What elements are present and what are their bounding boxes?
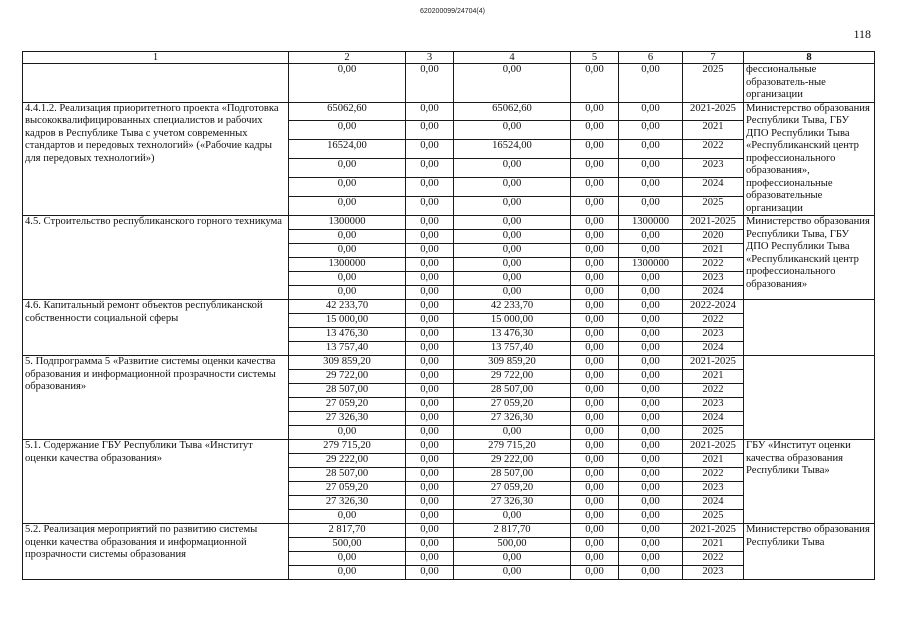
amount-cell: 0,00 xyxy=(406,286,454,300)
amount-cell: 0,00 xyxy=(571,328,619,342)
period-cell: 2023 xyxy=(683,482,744,496)
period-cell: 2021-2025 xyxy=(683,440,744,454)
amount-cell: 279 715,20 xyxy=(454,440,571,454)
period-cell: 2022 xyxy=(683,140,744,159)
responsible-executor: Министерство образования Республики Тыва, ГБУ ДПО Республики Тыва «Республиканский центр профессионального образования» xyxy=(744,216,875,300)
responsible-executor xyxy=(744,356,875,440)
column-header: 1 xyxy=(23,52,289,64)
amount-cell: 0,00 xyxy=(571,412,619,426)
amount-cell: 279 715,20 xyxy=(289,440,406,454)
amount-cell: 0,00 xyxy=(406,566,454,580)
amount-cell: 0,00 xyxy=(619,178,683,197)
amount-cell: 0,00 xyxy=(454,216,571,230)
responsible-executor: ГБУ «Институт оценки качества образования Республики Тыва» xyxy=(744,440,875,524)
period-cell: 2022 xyxy=(683,384,744,398)
amount-cell: 0,00 xyxy=(571,510,619,524)
amount-cell: 0,00 xyxy=(619,412,683,426)
period-cell: 2025 xyxy=(683,510,744,524)
table-row xyxy=(23,524,875,538)
amount-cell: 0,00 xyxy=(406,140,454,159)
amount-cell: 0,00 xyxy=(571,426,619,440)
column-header: 3 xyxy=(406,52,454,64)
amount-cell: 2 817,70 xyxy=(454,524,571,538)
amount-cell: 0,00 xyxy=(571,244,619,258)
period-cell: 2021-2025 xyxy=(683,102,744,121)
amount-cell: 0,00 xyxy=(406,300,454,314)
amount-cell: 27 326,30 xyxy=(289,496,406,510)
amount-cell: 0,00 xyxy=(571,272,619,286)
responsible-executor: Министерство образования Республики Тыва xyxy=(744,524,875,580)
amount-cell: 500,00 xyxy=(454,538,571,552)
amount-cell: 0,00 xyxy=(619,482,683,496)
amount-cell: 0,00 xyxy=(406,102,454,121)
amount-cell: 0,00 xyxy=(406,244,454,258)
amount-cell: 0,00 xyxy=(571,482,619,496)
period-cell: 2021-2025 xyxy=(683,524,744,538)
amount-cell: 0,00 xyxy=(406,426,454,440)
amount-cell: 0,00 xyxy=(454,286,571,300)
amount-cell: 28 507,00 xyxy=(454,468,571,482)
amount-cell: 0,00 xyxy=(406,159,454,178)
period-cell: 2025 xyxy=(683,197,744,216)
amount-cell: 0,00 xyxy=(406,314,454,328)
amount-cell: 0,00 xyxy=(454,159,571,178)
amount-cell: 0,00 xyxy=(289,510,406,524)
period-cell: 2023 xyxy=(683,272,744,286)
amount-cell: 0,00 xyxy=(571,356,619,370)
amount-cell: 0,00 xyxy=(619,328,683,342)
amount-cell: 0,00 xyxy=(406,524,454,538)
amount-cell: 0,00 xyxy=(571,286,619,300)
amount-cell: 0,00 xyxy=(454,244,571,258)
amount-cell: 0,00 xyxy=(571,566,619,580)
amount-cell: 0,00 xyxy=(571,552,619,566)
amount-cell: 42 233,70 xyxy=(289,300,406,314)
amount-cell: 0,00 xyxy=(619,140,683,159)
table-row xyxy=(23,300,875,314)
amount-cell: 0,00 xyxy=(571,121,619,140)
amount-cell: 0,00 xyxy=(571,64,619,103)
amount-cell: 42 233,70 xyxy=(454,300,571,314)
amount-cell: 0,00 xyxy=(619,356,683,370)
amount-cell: 13 476,30 xyxy=(289,328,406,342)
amount-cell: 0,00 xyxy=(406,552,454,566)
amount-cell: 29 222,00 xyxy=(454,454,571,468)
table-row xyxy=(23,356,875,370)
amount-cell: 0,00 xyxy=(619,496,683,510)
amount-cell: 29 222,00 xyxy=(289,454,406,468)
amount-cell: 0,00 xyxy=(619,426,683,440)
amount-cell: 0,00 xyxy=(619,538,683,552)
amount-cell: 27 059,20 xyxy=(454,398,571,412)
responsible-executor: фессиональные образователь-ные организации xyxy=(744,64,875,103)
amount-cell: 0,00 xyxy=(571,159,619,178)
amount-cell: 0,00 xyxy=(571,258,619,272)
amount-cell: 0,00 xyxy=(619,102,683,121)
amount-cell: 0,00 xyxy=(619,440,683,454)
amount-cell: 15 000,00 xyxy=(289,314,406,328)
activity-name: 4.6. Капитальный ремонт объектов республиканской собственности социальной сферы xyxy=(23,300,289,356)
amount-cell: 0,00 xyxy=(406,468,454,482)
amount-cell: 0,00 xyxy=(454,258,571,272)
period-cell: 2023 xyxy=(683,398,744,412)
amount-cell: 0,00 xyxy=(619,244,683,258)
amount-cell: 1300000 xyxy=(289,216,406,230)
period-cell: 2021 xyxy=(683,121,744,140)
period-cell: 2023 xyxy=(683,328,744,342)
amount-cell: 0,00 xyxy=(406,510,454,524)
amount-cell: 309 859,20 xyxy=(454,356,571,370)
amount-cell: 27 059,20 xyxy=(454,482,571,496)
period-cell: 2022 xyxy=(683,468,744,482)
amount-cell: 0,00 xyxy=(289,159,406,178)
amount-cell: 0,00 xyxy=(454,426,571,440)
amount-cell: 0,00 xyxy=(454,178,571,197)
amount-cell: 16524,00 xyxy=(289,140,406,159)
amount-cell: 0,00 xyxy=(289,64,406,103)
column-header: 4 xyxy=(454,52,571,64)
amount-cell: 0,00 xyxy=(571,314,619,328)
amount-cell: 65062,60 xyxy=(454,102,571,121)
amount-cell: 0,00 xyxy=(619,342,683,356)
amount-cell: 1300000 xyxy=(619,258,683,272)
activity-name: 4.4.1.2. Реализация приоритетного проекта «Подготовка высококвалифицированных специалистов и рабочих кадров в Республике Тыва с учетом современных стандартов и передовых технологий» («Рабочие кадры для передовых технологий») xyxy=(23,102,289,216)
activity-name: 5.1. Содержание ГБУ Республики Тыва «Институт оценки качества образования» xyxy=(23,440,289,524)
amount-cell: 27 326,30 xyxy=(454,496,571,510)
period-cell: 2022 xyxy=(683,314,744,328)
period-cell: 2024 xyxy=(683,342,744,356)
amount-cell: 0,00 xyxy=(406,121,454,140)
period-cell: 2022 xyxy=(683,552,744,566)
column-header-row xyxy=(23,52,875,64)
amount-cell: 0,00 xyxy=(571,496,619,510)
amount-cell: 0,00 xyxy=(289,244,406,258)
period-cell: 2021 xyxy=(683,370,744,384)
amount-cell: 0,00 xyxy=(406,412,454,426)
amount-cell: 0,00 xyxy=(454,64,571,103)
document-id: 620200099/24704(4) xyxy=(419,8,485,15)
amount-cell: 65062,60 xyxy=(289,102,406,121)
table-body xyxy=(23,52,875,580)
amount-cell: 0,00 xyxy=(619,398,683,412)
period-cell: 2023 xyxy=(683,159,744,178)
amount-cell: 0,00 xyxy=(454,121,571,140)
amount-cell: 500,00 xyxy=(289,538,406,552)
amount-cell: 0,00 xyxy=(571,216,619,230)
period-cell: 2024 xyxy=(683,286,744,300)
amount-cell: 0,00 xyxy=(289,121,406,140)
amount-cell: 0,00 xyxy=(454,566,571,580)
period-cell: 2024 xyxy=(683,496,744,510)
amount-cell: 29 722,00 xyxy=(289,370,406,384)
column-header: 6 xyxy=(619,52,683,64)
amount-cell: 28 507,00 xyxy=(289,468,406,482)
amount-cell: 0,00 xyxy=(619,314,683,328)
amount-cell: 0,00 xyxy=(406,370,454,384)
responsible-executor xyxy=(744,300,875,356)
amount-cell: 1300000 xyxy=(289,258,406,272)
amount-cell: 0,00 xyxy=(406,398,454,412)
period-cell: 2024 xyxy=(683,178,744,197)
amount-cell: 0,00 xyxy=(406,342,454,356)
amount-cell: 0,00 xyxy=(406,258,454,272)
amount-cell: 0,00 xyxy=(571,538,619,552)
amount-cell: 0,00 xyxy=(619,230,683,244)
period-cell: 2022-2024 xyxy=(683,300,744,314)
amount-cell: 0,00 xyxy=(619,552,683,566)
table-row xyxy=(23,102,875,121)
period-cell: 2025 xyxy=(683,426,744,440)
amount-cell: 27 326,30 xyxy=(454,412,571,426)
activity-name: 5. Подпрограмма 5 «Развитие системы оценки качества образования и информационной прозрачности системы образования» xyxy=(23,356,289,440)
amount-cell: 13 476,30 xyxy=(454,328,571,342)
amount-cell: 0,00 xyxy=(619,510,683,524)
activity-name xyxy=(23,64,289,103)
page-number: 118 xyxy=(853,27,871,41)
amount-cell: 0,00 xyxy=(571,197,619,216)
amount-cell: 0,00 xyxy=(454,552,571,566)
amount-cell: 0,00 xyxy=(406,538,454,552)
amount-cell: 0,00 xyxy=(571,398,619,412)
amount-cell: 0,00 xyxy=(289,197,406,216)
column-header: 8 xyxy=(744,52,875,64)
amount-cell: 15 000,00 xyxy=(454,314,571,328)
amount-cell: 0,00 xyxy=(289,566,406,580)
amount-cell: 0,00 xyxy=(571,300,619,314)
amount-cell: 0,00 xyxy=(406,440,454,454)
amount-cell: 0,00 xyxy=(619,121,683,140)
amount-cell: 1300000 xyxy=(619,216,683,230)
table-row xyxy=(23,64,875,103)
amount-cell: 27 059,20 xyxy=(289,398,406,412)
amount-cell: 0,00 xyxy=(406,272,454,286)
amount-cell: 0,00 xyxy=(571,140,619,159)
amount-cell: 0,00 xyxy=(571,468,619,482)
amount-cell: 0,00 xyxy=(454,230,571,244)
amount-cell: 16524,00 xyxy=(454,140,571,159)
amount-cell: 2 817,70 xyxy=(289,524,406,538)
period-cell: 2024 xyxy=(683,412,744,426)
amount-cell: 28 507,00 xyxy=(289,384,406,398)
amount-cell: 0,00 xyxy=(619,197,683,216)
column-header: 5 xyxy=(571,52,619,64)
amount-cell: 27 059,20 xyxy=(289,482,406,496)
amount-cell: 0,00 xyxy=(571,178,619,197)
program-financing-table xyxy=(22,51,875,580)
activity-name: 4.5. Строительство республиканского горного техникума xyxy=(23,216,289,300)
amount-cell: 29 722,00 xyxy=(454,370,571,384)
amount-cell: 28 507,00 xyxy=(454,384,571,398)
amount-cell: 0,00 xyxy=(289,230,406,244)
amount-cell: 0,00 xyxy=(571,230,619,244)
amount-cell: 0,00 xyxy=(406,216,454,230)
period-cell: 2021 xyxy=(683,538,744,552)
amount-cell: 0,00 xyxy=(406,328,454,342)
amount-cell: 0,00 xyxy=(619,384,683,398)
column-header: 7 xyxy=(683,52,744,64)
amount-cell: 0,00 xyxy=(406,384,454,398)
amount-cell: 0,00 xyxy=(571,524,619,538)
amount-cell: 0,00 xyxy=(619,159,683,178)
amount-cell: 0,00 xyxy=(406,64,454,103)
amount-cell: 0,00 xyxy=(454,272,571,286)
amount-cell: 0,00 xyxy=(289,552,406,566)
amount-cell: 0,00 xyxy=(619,272,683,286)
amount-cell: 0,00 xyxy=(571,342,619,356)
amount-cell: 0,00 xyxy=(406,178,454,197)
period-cell: 2021-2025 xyxy=(683,216,744,230)
amount-cell: 13 757,40 xyxy=(289,342,406,356)
period-cell: 2021-2025 xyxy=(683,356,744,370)
amount-cell: 0,00 xyxy=(406,197,454,216)
amount-cell: 0,00 xyxy=(571,102,619,121)
amount-cell: 0,00 xyxy=(619,370,683,384)
amount-cell: 13 757,40 xyxy=(454,342,571,356)
amount-cell: 0,00 xyxy=(619,454,683,468)
amount-cell: 0,00 xyxy=(289,286,406,300)
amount-cell: 0,00 xyxy=(289,426,406,440)
period-cell: 2021 xyxy=(683,244,744,258)
amount-cell: 0,00 xyxy=(571,440,619,454)
column-header: 2 xyxy=(289,52,406,64)
period-cell: 2023 xyxy=(683,566,744,580)
responsible-executor: Министерство образования Республики Тыва, ГБУ ДПО Республики Тыва «Республиканский центр профессионального образования», профессиональные образовательные организации xyxy=(744,102,875,216)
amount-cell: 0,00 xyxy=(619,286,683,300)
amount-cell: 0,00 xyxy=(619,64,683,103)
period-cell: 2020 xyxy=(683,230,744,244)
table-row xyxy=(23,216,875,230)
amount-cell: 0,00 xyxy=(619,300,683,314)
amount-cell: 0,00 xyxy=(406,230,454,244)
amount-cell: 0,00 xyxy=(406,496,454,510)
amount-cell: 0,00 xyxy=(619,524,683,538)
amount-cell: 0,00 xyxy=(406,482,454,496)
amount-cell: 0,00 xyxy=(454,197,571,216)
amount-cell: 0,00 xyxy=(289,178,406,197)
period-cell: 2022 xyxy=(683,258,744,272)
activity-name: 5.2. Реализация мероприятий по развитию системы оценки качества образования и информационной прозрачности системы образования xyxy=(23,524,289,580)
amount-cell: 0,00 xyxy=(619,468,683,482)
amount-cell: 0,00 xyxy=(619,566,683,580)
period-cell: 2025 xyxy=(683,64,744,103)
amount-cell: 0,00 xyxy=(571,370,619,384)
amount-cell: 309 859,20 xyxy=(289,356,406,370)
amount-cell: 0,00 xyxy=(454,510,571,524)
amount-cell: 0,00 xyxy=(289,272,406,286)
amount-cell: 27 326,30 xyxy=(289,412,406,426)
amount-cell: 0,00 xyxy=(406,356,454,370)
period-cell: 2021 xyxy=(683,454,744,468)
amount-cell: 0,00 xyxy=(571,384,619,398)
table-row xyxy=(23,440,875,454)
amount-cell: 0,00 xyxy=(406,454,454,468)
amount-cell: 0,00 xyxy=(571,454,619,468)
